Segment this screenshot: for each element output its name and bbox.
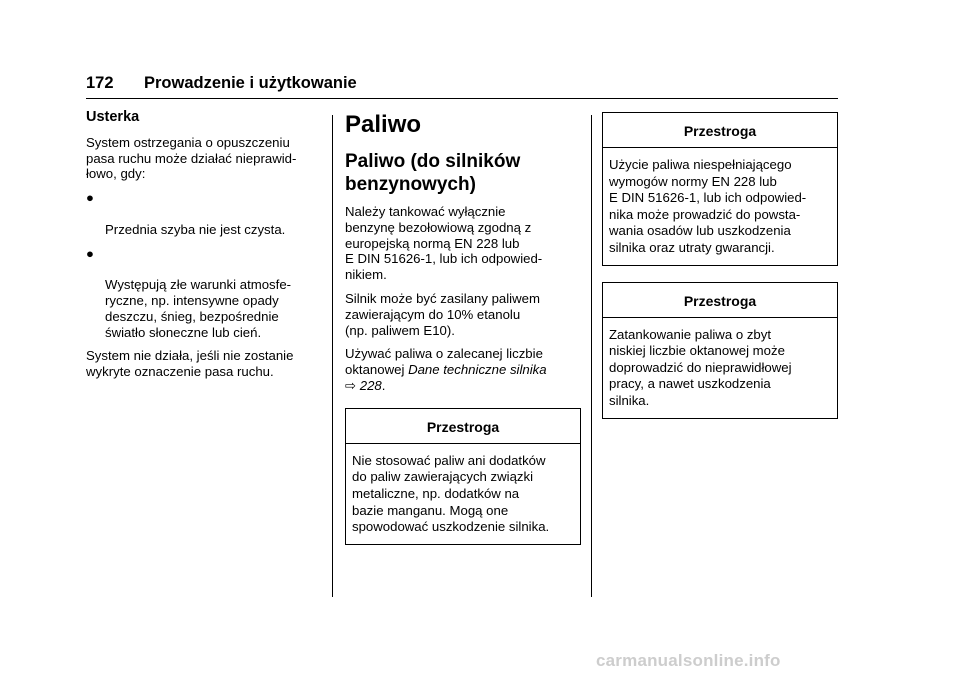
column-1 <box>86 110 322 388</box>
caution-title: Przestroga <box>683 292 757 309</box>
header-rule <box>86 98 838 99</box>
paragraph-text: Używać paliwa o zalecanej liczbie oktanowej <box>345 346 543 378</box>
list-item-text: Występują złe warunki atmosfe- ryczne, np. intensywne opady deszczu, śnieg, bezpośrednie światło słoneczne lub cień. <box>105 277 292 340</box>
caution-title: Przestroga <box>426 418 500 435</box>
page-number: 172 <box>86 74 114 92</box>
caution-text: Użycie paliwa niespełniającego wymogów normy EN 228 lub E DIN 51626-1, lub ich odpowied- nika może prowadzić do powsta- wania osadów lub uszkodzenia silnika oraz utraty gwarancji. <box>609 157 807 255</box>
intro-paragraph: System ostrzegania o opuszczeniu pasa ruchu może działać nieprawid- łowo, gdy: <box>86 134 297 182</box>
page-header <box>86 70 838 100</box>
chapter-title: Prowadzenie i użytkowanie <box>144 74 357 92</box>
caution-text: Nie stosować paliw ani dodatków do paliw zawierających związki metaliczne, np. dodatków na bazie manganu. Mogą one spowodować uszkodzenie silnika. <box>352 452 550 535</box>
bullet-icon: ● <box>86 245 94 261</box>
fuel-paragraph-3 <box>345 346 581 393</box>
caution-text: Zatankowanie paliwa o zbyt niskiej liczbie oktanowej może doprowadzić do nieprawidłowej pracy, a nawet uszkodzenia silnika. <box>609 326 792 408</box>
list-item-text: Przednia szyba nie jest czysta. <box>105 221 286 237</box>
page-reference-arrow-icon: ⇨ <box>345 377 357 393</box>
section-title: Paliwo <box>345 111 422 138</box>
cross-reference-link[interactable]: Dane techniczne silnika <box>408 362 547 378</box>
column-divider-1 <box>332 115 333 597</box>
caution-box <box>345 408 581 545</box>
list-item <box>86 246 322 341</box>
sentence-end: . <box>381 377 386 393</box>
column-2 <box>345 110 581 561</box>
caution-title: Przestroga <box>683 123 757 139</box>
caution-box <box>602 282 838 419</box>
column-divider-2 <box>591 115 592 597</box>
caution-box <box>602 112 838 266</box>
outro-paragraph: System nie działa, jeśli nie zostanie wykryte oznaczenie pasa ruchu. <box>86 348 294 380</box>
column-3 <box>602 112 838 435</box>
fuel-paragraph-1: Należy tankować wyłącznie benzynę bezołowiową zgodną z europejską normą EN 228 lub E DIN 51626-1, lub ich odpowied- nikiem. <box>345 204 543 283</box>
subheading-usterka: Usterka <box>86 109 140 125</box>
subsection-title: Paliwo (do silników benzynowych) <box>345 151 521 195</box>
list-item <box>86 190 322 237</box>
page-reference-number[interactable]: 228 <box>359 377 382 393</box>
fuel-paragraph-2: Silnik może być zasilany paliwem zawierającym do 10% etanolu (np. paliwem E10). <box>345 290 540 338</box>
conditions-list <box>86 190 322 340</box>
bullet-icon: ● <box>86 190 94 206</box>
watermark: carmanualsonline.info <box>596 651 781 670</box>
